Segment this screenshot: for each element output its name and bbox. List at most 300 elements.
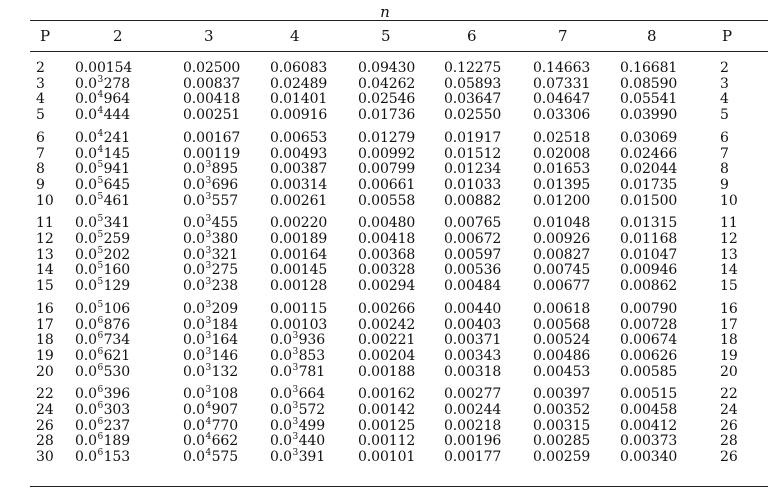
- value-mantissa-prefix: 0.00484: [444, 278, 502, 295]
- repeated-zeros-exponent: 3: [292, 416, 299, 427]
- value-cell: [183, 130, 240, 146]
- value-cell: [183, 231, 238, 247]
- value-mantissa-prefix: 0.04647: [533, 91, 591, 108]
- value-cell: [183, 107, 240, 123]
- p-value-right: 13: [720, 246, 738, 263]
- value-cell: [358, 262, 415, 278]
- repeated-zeros-exponent: 4: [205, 401, 212, 411]
- value-mantissa-prefix: 0.00373: [620, 433, 678, 450]
- value-mantissa-prefix: 0.01735: [620, 176, 678, 193]
- value-mantissa-prefix: 0.0: [75, 231, 97, 247]
- value-cell: [75, 278, 130, 294]
- value-significant-digits: 391: [298, 449, 326, 466]
- p-value-left: 28: [36, 433, 54, 450]
- p-value-left: 17: [36, 316, 54, 333]
- p-value-left: 24: [36, 402, 54, 418]
- value-cell: [444, 76, 501, 92]
- value-mantissa-prefix: 0.01200: [533, 192, 591, 209]
- value-mantissa-prefix: 0.0: [270, 417, 292, 434]
- value-cell: [620, 161, 677, 177]
- value-mantissa-prefix: 0.00142: [358, 402, 416, 418]
- p-value-right: 15: [720, 278, 738, 295]
- value-cell: [444, 215, 501, 231]
- value-significant-digits: 572: [298, 402, 326, 418]
- repeated-zeros-exponent: 3: [205, 277, 212, 288]
- value-cell: [183, 161, 238, 177]
- value-mantissa-prefix: 0.01917: [444, 129, 502, 146]
- value-mantissa-prefix: 0.00328: [358, 262, 416, 279]
- p-value-right: 22: [720, 386, 738, 403]
- value-significant-digits: 964: [103, 91, 131, 108]
- value-cell: [444, 247, 501, 263]
- value-mantissa-prefix: 0.01033: [444, 176, 502, 193]
- value-cell: [358, 278, 415, 294]
- value-cell: [270, 76, 327, 92]
- value-mantissa-prefix: 0.0: [75, 332, 97, 349]
- value-cell: [183, 91, 240, 107]
- value-mantissa-prefix: 0.0: [270, 402, 292, 418]
- value-mantissa-prefix: 0.00266: [358, 300, 416, 317]
- repeated-zeros-exponent: 3: [205, 299, 212, 310]
- repeated-zeros-exponent: 3: [292, 331, 299, 342]
- value-cell: [75, 386, 130, 402]
- repeated-zeros-exponent: 6: [97, 416, 104, 427]
- value-mantissa-prefix: 0.0: [183, 433, 205, 450]
- value-cell: [533, 215, 590, 231]
- repeated-zeros-exponent: 6: [97, 401, 104, 411]
- value-significant-digits: 664: [298, 386, 326, 403]
- p-value-right: 3: [720, 75, 729, 92]
- value-cell: [270, 348, 325, 364]
- repeated-zeros-exponent: 6: [97, 432, 104, 443]
- value-mantissa-prefix: 0.0: [75, 278, 97, 295]
- p-value-left: 30: [36, 449, 54, 466]
- value-mantissa-prefix: 0.0: [75, 161, 97, 178]
- value-mantissa-prefix: 0.02546: [358, 91, 416, 108]
- value-cell: [358, 146, 415, 162]
- p-value-right: 14: [720, 262, 738, 279]
- value-significant-digits: 278: [103, 75, 131, 92]
- value-cell: [183, 193, 238, 209]
- value-cell: [620, 193, 677, 209]
- value-mantissa-prefix: 0.01500: [620, 192, 678, 209]
- p-value-right: 26: [720, 417, 738, 434]
- value-mantissa-prefix: 0.0: [75, 449, 97, 466]
- value-mantissa-prefix: 0.00674: [620, 332, 678, 349]
- value-significant-digits: 941: [103, 161, 131, 178]
- value-cell: [620, 231, 677, 247]
- p-value-left: 13: [36, 246, 54, 263]
- value-cell: [358, 301, 415, 317]
- value-significant-digits: 895: [211, 161, 239, 178]
- value-cell: [533, 278, 590, 294]
- value-mantissa-prefix: 0.03306: [533, 107, 591, 124]
- p-value-left: 11: [36, 215, 54, 232]
- value-significant-digits: 455: [211, 215, 239, 232]
- value-cell: [270, 317, 327, 333]
- value-mantissa-prefix: 0.00558: [358, 192, 416, 209]
- value-cell: [75, 60, 132, 76]
- p-header-left: P: [40, 27, 51, 45]
- value-cell: [358, 433, 415, 449]
- value-mantissa-prefix: 0.01512: [444, 145, 502, 162]
- value-mantissa-prefix: 0.01395: [533, 176, 591, 193]
- value-mantissa-prefix: 0.00204: [358, 347, 416, 364]
- value-mantissa-prefix: 0.06083: [270, 60, 328, 76]
- value-cell: [183, 60, 240, 76]
- value-mantissa-prefix: 0.00493: [270, 145, 328, 162]
- value-cell: [358, 161, 415, 177]
- value-cell: [270, 130, 327, 146]
- p-value-left: 19: [36, 347, 54, 364]
- p-value-right: 8: [720, 161, 729, 178]
- value-mantissa-prefix: 0.0: [75, 192, 97, 209]
- value-cell: [620, 317, 677, 333]
- value-significant-digits: 184: [211, 316, 239, 333]
- value-mantissa-prefix: 0.00119: [183, 145, 241, 162]
- value-mantissa-prefix: 0.02044: [620, 161, 678, 178]
- value-significant-digits: 132: [211, 363, 239, 380]
- value-significant-digits: 461: [103, 192, 131, 209]
- p-value-right: 9: [720, 176, 729, 193]
- n-column-label: n: [380, 3, 390, 21]
- value-mantissa-prefix: 0.00164: [270, 246, 328, 263]
- value-mantissa-prefix: 0.01048: [533, 215, 591, 232]
- value-mantissa-prefix: 0.00827: [533, 246, 591, 263]
- value-mantissa-prefix: 0.03990: [620, 107, 678, 124]
- value-significant-digits: 396: [103, 386, 131, 403]
- value-significant-digits: 380: [211, 231, 239, 247]
- value-mantissa-prefix: 0.00397: [533, 386, 591, 403]
- value-mantissa-prefix: 0.0: [183, 246, 205, 263]
- value-cell: [444, 348, 501, 364]
- value-significant-digits: 237: [103, 417, 131, 434]
- p-value-right: 16: [720, 300, 738, 317]
- value-cell: [270, 262, 327, 278]
- value-significant-digits: 696: [211, 176, 239, 193]
- repeated-zeros-exponent: 4: [97, 128, 104, 139]
- value-mantissa-prefix: 0.00403: [444, 316, 502, 333]
- column-header-n2: 2: [113, 27, 123, 45]
- value-mantissa-prefix: 0.00653: [270, 129, 328, 146]
- value-mantissa-prefix: 0.0: [75, 316, 97, 333]
- value-mantissa-prefix: 0.00568: [533, 316, 591, 333]
- value-cell: [358, 364, 415, 380]
- value-significant-digits: 189: [103, 433, 131, 450]
- value-mantissa-prefix: 0.01401: [270, 91, 328, 108]
- value-significant-digits: 734: [103, 332, 131, 349]
- value-cell: [620, 332, 677, 348]
- value-cell: [444, 161, 501, 177]
- p-value-right: 18: [720, 332, 738, 349]
- value-mantissa-prefix: 0.01234: [444, 161, 502, 178]
- value-mantissa-prefix: 0.00515: [620, 386, 678, 403]
- repeated-zeros-exponent: 3: [205, 362, 212, 373]
- value-cell: [444, 386, 501, 402]
- value-mantissa-prefix: 0.0: [75, 75, 97, 92]
- value-mantissa-prefix: 0.0: [270, 449, 292, 466]
- value-mantissa-prefix: 0.01047: [620, 246, 678, 263]
- repeated-zeros-exponent: 3: [205, 191, 212, 202]
- repeated-zeros-exponent: 4: [97, 106, 104, 117]
- value-cell: [358, 60, 415, 76]
- value-significant-digits: 440: [298, 433, 326, 450]
- value-cell: [533, 449, 590, 465]
- value-mantissa-prefix: 0.00177: [444, 449, 502, 466]
- value-mantissa-prefix: 0.00167: [183, 129, 241, 146]
- value-mantissa-prefix: 0.00244: [444, 402, 502, 418]
- value-mantissa-prefix: 0.02550: [444, 107, 502, 124]
- value-mantissa-prefix: 0.0: [75, 386, 97, 403]
- value-mantissa-prefix: 0.0: [183, 402, 205, 418]
- value-mantissa-prefix: 0.0: [75, 176, 97, 193]
- value-cell: [183, 364, 238, 380]
- value-cell: [75, 364, 130, 380]
- repeated-zeros-exponent: 4: [97, 90, 104, 101]
- value-cell: [183, 177, 238, 193]
- value-cell: [358, 317, 415, 333]
- repeated-zeros-exponent: 5: [97, 191, 104, 202]
- value-significant-digits: 645: [103, 176, 131, 193]
- value-cell: [358, 247, 415, 263]
- value-mantissa-prefix: 0.00251: [183, 107, 241, 124]
- value-mantissa-prefix: 0.00261: [270, 192, 328, 209]
- repeated-zeros-exponent: 3: [205, 175, 212, 186]
- value-mantissa-prefix: 0.0: [75, 145, 97, 162]
- value-cell: [533, 386, 590, 402]
- p-value-right: 2: [720, 60, 729, 76]
- value-significant-digits: 770: [211, 417, 239, 434]
- value-mantissa-prefix: 0.00315: [533, 417, 591, 434]
- value-mantissa-prefix: 0.00145: [270, 262, 328, 279]
- value-significant-digits: 106: [103, 300, 131, 317]
- value-mantissa-prefix: 0.08590: [620, 75, 678, 92]
- value-significant-digits: 341: [103, 215, 131, 232]
- value-cell: [444, 301, 501, 317]
- value-cell: [358, 130, 415, 146]
- value-mantissa-prefix: 0.0: [183, 332, 205, 349]
- value-mantissa-prefix: 0.0: [183, 300, 205, 317]
- value-cell: [533, 130, 590, 146]
- value-mantissa-prefix: 0.0: [183, 347, 205, 364]
- value-significant-digits: 202: [103, 246, 131, 263]
- value-mantissa-prefix: 0.00242: [358, 316, 416, 333]
- value-mantissa-prefix: 0.00882: [444, 192, 502, 209]
- value-mantissa-prefix: 0.02008: [533, 145, 591, 162]
- value-mantissa-prefix: 0.0: [183, 215, 205, 232]
- repeated-zeros-exponent: 3: [292, 448, 299, 459]
- value-cell: [183, 262, 238, 278]
- value-mantissa-prefix: 0.0: [270, 386, 292, 403]
- value-mantissa-prefix: 0.00536: [444, 262, 502, 279]
- repeated-zeros-exponent: 3: [292, 362, 299, 373]
- p-value-left: 10: [36, 192, 54, 209]
- p-value-left: 18: [36, 332, 54, 349]
- value-cell: [270, 146, 327, 162]
- repeated-zeros-exponent: 3: [205, 331, 212, 342]
- value-significant-digits: 557: [211, 192, 239, 209]
- repeated-zeros-exponent: 3: [205, 230, 212, 240]
- value-mantissa-prefix: 0.0: [270, 363, 292, 380]
- p-value-right: 26: [720, 449, 738, 466]
- value-mantissa-prefix: 0.00916: [270, 107, 328, 124]
- p-value-right: 6: [720, 129, 729, 146]
- p-value-left: 5: [36, 107, 45, 124]
- value-cell: [533, 76, 590, 92]
- value-cell: [533, 146, 590, 162]
- value-mantissa-prefix: 0.03069: [620, 129, 678, 146]
- value-cell: [444, 364, 501, 380]
- value-cell: [444, 130, 501, 146]
- value-significant-digits: 621: [103, 347, 131, 364]
- value-mantissa-prefix: 0.0: [270, 332, 292, 349]
- value-significant-digits: 160: [103, 262, 131, 279]
- value-cell: [358, 107, 415, 123]
- value-significant-digits: 662: [211, 433, 239, 450]
- value-mantissa-prefix: 0.00352: [533, 402, 591, 418]
- value-mantissa-prefix: 0.0: [183, 176, 205, 193]
- p-value-right: 7: [720, 145, 729, 162]
- value-mantissa-prefix: 0.01653: [533, 161, 591, 178]
- value-cell: [620, 130, 677, 146]
- value-mantissa-prefix: 0.00418: [358, 231, 416, 247]
- value-cell: [270, 161, 327, 177]
- value-mantissa-prefix: 0.0: [75, 91, 97, 108]
- value-mantissa-prefix: 0.00626: [620, 347, 678, 364]
- value-cell: [270, 91, 327, 107]
- value-mantissa-prefix: 0.0: [183, 449, 205, 466]
- value-cell: [183, 146, 240, 162]
- p-value-right: 19: [720, 347, 738, 364]
- value-cell: [444, 332, 501, 348]
- value-cell: [75, 402, 130, 418]
- value-mantissa-prefix: 0.00458: [620, 402, 678, 418]
- p-value-left: 4: [36, 91, 45, 108]
- value-cell: [270, 247, 327, 263]
- repeated-zeros-exponent: 6: [97, 448, 104, 459]
- repeated-zeros-exponent: 3: [292, 385, 299, 396]
- value-cell: [620, 278, 677, 294]
- p-value-left: 3: [36, 75, 45, 92]
- value-cell: [75, 449, 130, 465]
- value-cell: [533, 402, 590, 418]
- value-mantissa-prefix: 0.00277: [444, 386, 502, 403]
- value-significant-digits: 303: [103, 402, 131, 418]
- value-mantissa-prefix: 0.0: [75, 347, 97, 364]
- value-mantissa-prefix: 0.00837: [183, 75, 241, 92]
- value-cell: [620, 402, 677, 418]
- p-value-right: 17: [720, 316, 738, 333]
- value-significant-digits: 153: [103, 449, 131, 466]
- value-mantissa-prefix: 0.01315: [620, 215, 678, 232]
- value-cell: [270, 60, 327, 76]
- value-cell: [444, 231, 501, 247]
- value-cell: [270, 301, 327, 317]
- value-cell: [270, 193, 327, 209]
- value-mantissa-prefix: 0.00418: [183, 91, 241, 108]
- repeated-zeros-exponent: 4: [205, 432, 212, 443]
- value-cell: [533, 332, 590, 348]
- value-significant-digits: 321: [211, 246, 239, 263]
- repeated-zeros-exponent: 5: [97, 299, 104, 310]
- value-cell: [270, 449, 325, 465]
- repeated-zeros-exponent: 5: [97, 245, 104, 256]
- value-cell: [75, 231, 130, 247]
- value-cell: [620, 146, 677, 162]
- repeated-zeros-exponent: 5: [97, 277, 104, 288]
- value-cell: [75, 107, 130, 123]
- value-mantissa-prefix: 0.00992: [358, 145, 416, 162]
- repeated-zeros-exponent: 4: [205, 448, 212, 459]
- p-value-right: 28: [720, 433, 738, 450]
- value-cell: [444, 278, 501, 294]
- repeated-zeros-exponent: 3: [97, 74, 104, 85]
- p-value-right: 5: [720, 107, 729, 124]
- value-cell: [533, 161, 590, 177]
- value-mantissa-prefix: 0.00728: [620, 316, 678, 333]
- value-mantissa-prefix: 0.02466: [620, 145, 678, 162]
- repeated-zeros-exponent: 3: [205, 160, 212, 171]
- value-mantissa-prefix: 0.0: [183, 278, 205, 295]
- value-cell: [75, 332, 130, 348]
- value-cell: [270, 278, 327, 294]
- value-cell: [358, 402, 415, 418]
- value-mantissa-prefix: 0.00318: [444, 363, 502, 380]
- value-cell: [358, 76, 415, 92]
- value-mantissa-prefix: 0.00189: [270, 231, 328, 247]
- value-cell: [183, 278, 238, 294]
- value-significant-digits: 781: [298, 363, 326, 380]
- value-mantissa-prefix: 0.00387: [270, 161, 328, 178]
- value-mantissa-prefix: 0.00862: [620, 278, 678, 295]
- value-cell: [444, 177, 501, 193]
- value-cell: [270, 215, 327, 231]
- value-mantissa-prefix: 0.00154: [75, 60, 133, 76]
- value-cell: [620, 262, 677, 278]
- value-mantissa-prefix: 0.00453: [533, 363, 591, 380]
- value-cell: [533, 231, 590, 247]
- value-mantissa-prefix: 0.00368: [358, 246, 416, 263]
- value-mantissa-prefix: 0.03647: [444, 91, 502, 108]
- value-mantissa-prefix: 0.00440: [444, 300, 502, 317]
- value-mantissa-prefix: 0.00112: [358, 433, 416, 450]
- value-cell: [183, 402, 238, 418]
- value-cell: [444, 60, 501, 76]
- value-mantissa-prefix: 0.0: [183, 316, 205, 333]
- p-value-left: 22: [36, 386, 54, 403]
- value-cell: [183, 76, 240, 92]
- value-mantissa-prefix: 0.0: [75, 129, 97, 146]
- value-cell: [444, 433, 501, 449]
- column-header-n6: 6: [467, 27, 477, 45]
- p-value-left: 26: [36, 417, 54, 434]
- value-cell: [183, 348, 238, 364]
- value-mantissa-prefix: 0.0: [270, 347, 292, 364]
- value-significant-digits: 241: [103, 129, 131, 146]
- value-mantissa-prefix: 0.0: [75, 107, 97, 124]
- value-cell: [183, 433, 238, 449]
- value-cell: [358, 231, 415, 247]
- value-cell: [358, 193, 415, 209]
- repeated-zeros-exponent: 6: [97, 362, 104, 373]
- value-mantissa-prefix: 0.00524: [533, 332, 591, 349]
- value-cell: [270, 177, 327, 193]
- value-cell: [444, 317, 501, 333]
- value-mantissa-prefix: 0.00790: [620, 300, 678, 317]
- value-mantissa-prefix: 0.0: [183, 262, 205, 279]
- value-mantissa-prefix: 0.00218: [444, 417, 502, 434]
- column-header-n8: 8: [647, 27, 657, 45]
